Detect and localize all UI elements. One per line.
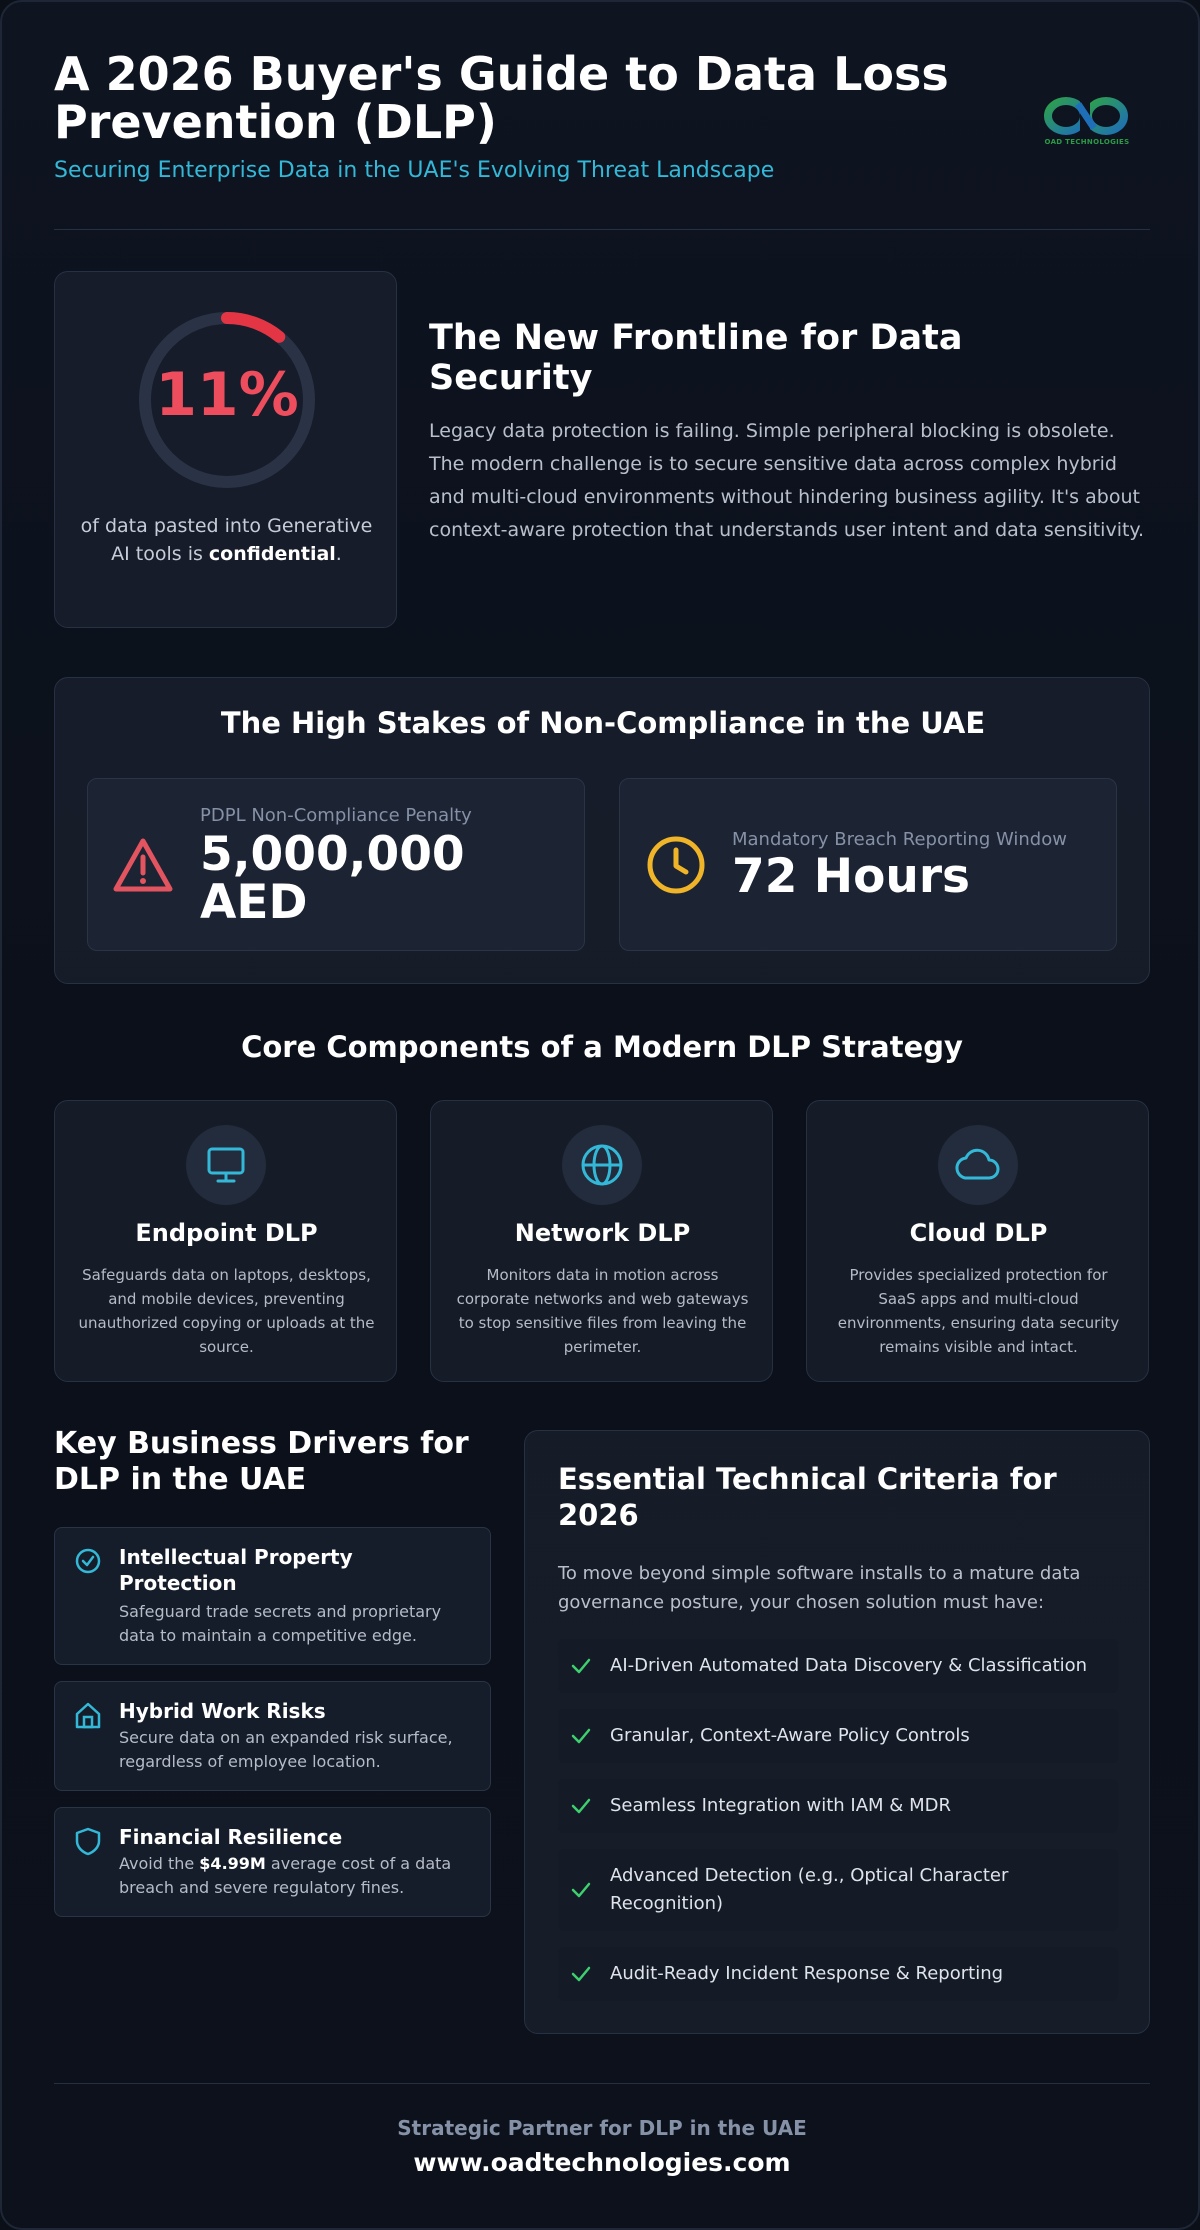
- component-card-network: [430, 1100, 773, 1382]
- component-name: Endpoint DLP: [135, 1219, 318, 1247]
- reporting-window-label: Mandatory Breach Reporting Window: [732, 829, 1067, 850]
- criteria-item: [558, 1947, 1118, 2001]
- driver-name: Financial Resilience: [119, 1825, 343, 1849]
- stakes-section: [54, 677, 1150, 984]
- cloud-icon: [955, 1145, 1001, 1185]
- component-card-endpoint: [54, 1100, 397, 1382]
- driver-desc: Secure data on an expanded risk surface, regardless of employee location.: [119, 1728, 453, 1771]
- driver-hybrid-work: [54, 1681, 491, 1791]
- footer-divider: [54, 2083, 1150, 2084]
- driver-desc: Safeguard trade secrets and proprietary data to maintain a competitive edge.: [119, 1602, 442, 1645]
- component-icon-wrap: [186, 1125, 266, 1205]
- driver-financial-resilience: [54, 1807, 491, 1917]
- criteria-intro: To move beyond simple software installs to a mature data governance posture, your chosen solution must have:: [558, 1563, 1081, 1613]
- reporting-window-value: 72 Hours: [732, 849, 971, 904]
- badge-check-icon: [73, 1546, 103, 1576]
- page-title: A 2026 Buyer's Guide to Data Loss Prevention (DLP): [54, 47, 949, 149]
- component-name: Cloud DLP: [909, 1219, 1048, 1247]
- criteria-text: Audit-Ready Incident Response & Reporting: [610, 1963, 1004, 1984]
- criteria-item: [558, 1779, 1118, 1833]
- stat-caption-text: of data pasted into Generative AI tools is: [80, 515, 373, 565]
- oad-logo: [1042, 94, 1132, 146]
- stakes-title: The High Stakes of Non-Compliance in the UAE: [220, 706, 986, 740]
- footer-label: Strategic Partner for DLP in the UAE: [397, 2116, 807, 2140]
- driver-ip-protection: [54, 1527, 491, 1665]
- check-icon: [570, 1655, 592, 1677]
- logo-text: OAD TECHNOLOGIES: [1044, 138, 1130, 146]
- oad-infinity-logo-icon: [1042, 94, 1132, 140]
- frontline-body: Legacy data protection is failing. Simple peripheral blocking is obsolete. The modern challenge is to secure sensitive data across complex hybrid and multi-cloud environments without hindering business agility. It's about context-aware protection that understands user intent and data sensitivity.: [429, 420, 1144, 541]
- drivers-title: Key Business Drivers for DLP in the UAE: [54, 1426, 469, 1497]
- penalty-label: PDPL Non-Compliance Penalty: [200, 805, 472, 826]
- penalty-card: [87, 778, 585, 951]
- stat-caption-bold: confidential: [208, 543, 336, 565]
- footer-url-link[interactable]: www.oadtechnologies.com: [413, 2148, 791, 2177]
- stat-value: 11%: [155, 360, 299, 430]
- criteria-item: [558, 1709, 1118, 1763]
- reporting-window-card: [619, 778, 1117, 951]
- criteria-text: Seamless Integration with IAM & MDR: [610, 1795, 951, 1816]
- criteria-text: AI-Driven Automated Data Discovery & Classification: [610, 1655, 1088, 1676]
- globe-icon: [580, 1143, 624, 1187]
- check-icon: [570, 1879, 592, 1901]
- driver-desc-text-end: average cost of a data breach and severe regulatory fines.: [119, 1854, 452, 1897]
- driver-name: Hybrid Work Risks: [119, 1699, 326, 1723]
- criteria-title: Essential Technical Criteria for 2026: [558, 1462, 1057, 1532]
- frontline-title: The New Frontline for Data Security: [429, 318, 963, 398]
- check-icon: [570, 1963, 592, 1985]
- component-name: Network DLP: [514, 1219, 691, 1247]
- criteria-card: [524, 1430, 1150, 2034]
- component-card-cloud: [806, 1100, 1149, 1382]
- component-icon-wrap: [938, 1125, 1018, 1205]
- home-icon: [73, 1700, 103, 1730]
- components-title: Core Components of a Modern DLP Strategy: [241, 1030, 963, 1064]
- shield-icon: [73, 1826, 103, 1856]
- component-desc: Provides specialized protection for SaaS apps and multi-cloud environments, ensuring data security remains visible and intact.: [837, 1266, 1120, 1356]
- driver-desc-bold: $4.99M: [199, 1854, 266, 1873]
- criteria-item: [558, 1639, 1118, 1693]
- stat-card: [54, 271, 397, 628]
- component-desc: Monitors data in motion across corporate networks and web gateways to stop sensitive files from leaving the perimeter.: [456, 1266, 749, 1356]
- component-desc: Safeguards data on laptops, desktops, and mobile devices, preventing unauthorized copying or uploads at the source.: [78, 1266, 375, 1356]
- component-icon-wrap: [562, 1125, 642, 1205]
- driver-desc: [119, 1852, 479, 1900]
- check-icon: [570, 1725, 592, 1747]
- penalty-value: 5,000,000 AED: [200, 827, 465, 930]
- criteria-text: Granular, Context-Aware Policy Controls: [610, 1725, 970, 1746]
- check-icon: [570, 1795, 592, 1817]
- driver-desc-text: Avoid the: [119, 1854, 200, 1873]
- page-subtitle: Securing Enterprise Data in the UAE's Evolving Threat Landscape: [54, 158, 775, 183]
- criteria-text: Advanced Detection (e.g., Optical Character Recognition): [610, 1865, 1009, 1914]
- stat-caption: [75, 512, 378, 568]
- header-divider: [54, 229, 1150, 230]
- clock-icon: [646, 835, 706, 895]
- stat-caption-end: .: [335, 543, 342, 565]
- driver-name: Intellectual Property Protection: [119, 1545, 353, 1595]
- warning-triangle-icon: [112, 837, 174, 893]
- criteria-item: [558, 1849, 1118, 1931]
- monitor-icon: [206, 1145, 246, 1185]
